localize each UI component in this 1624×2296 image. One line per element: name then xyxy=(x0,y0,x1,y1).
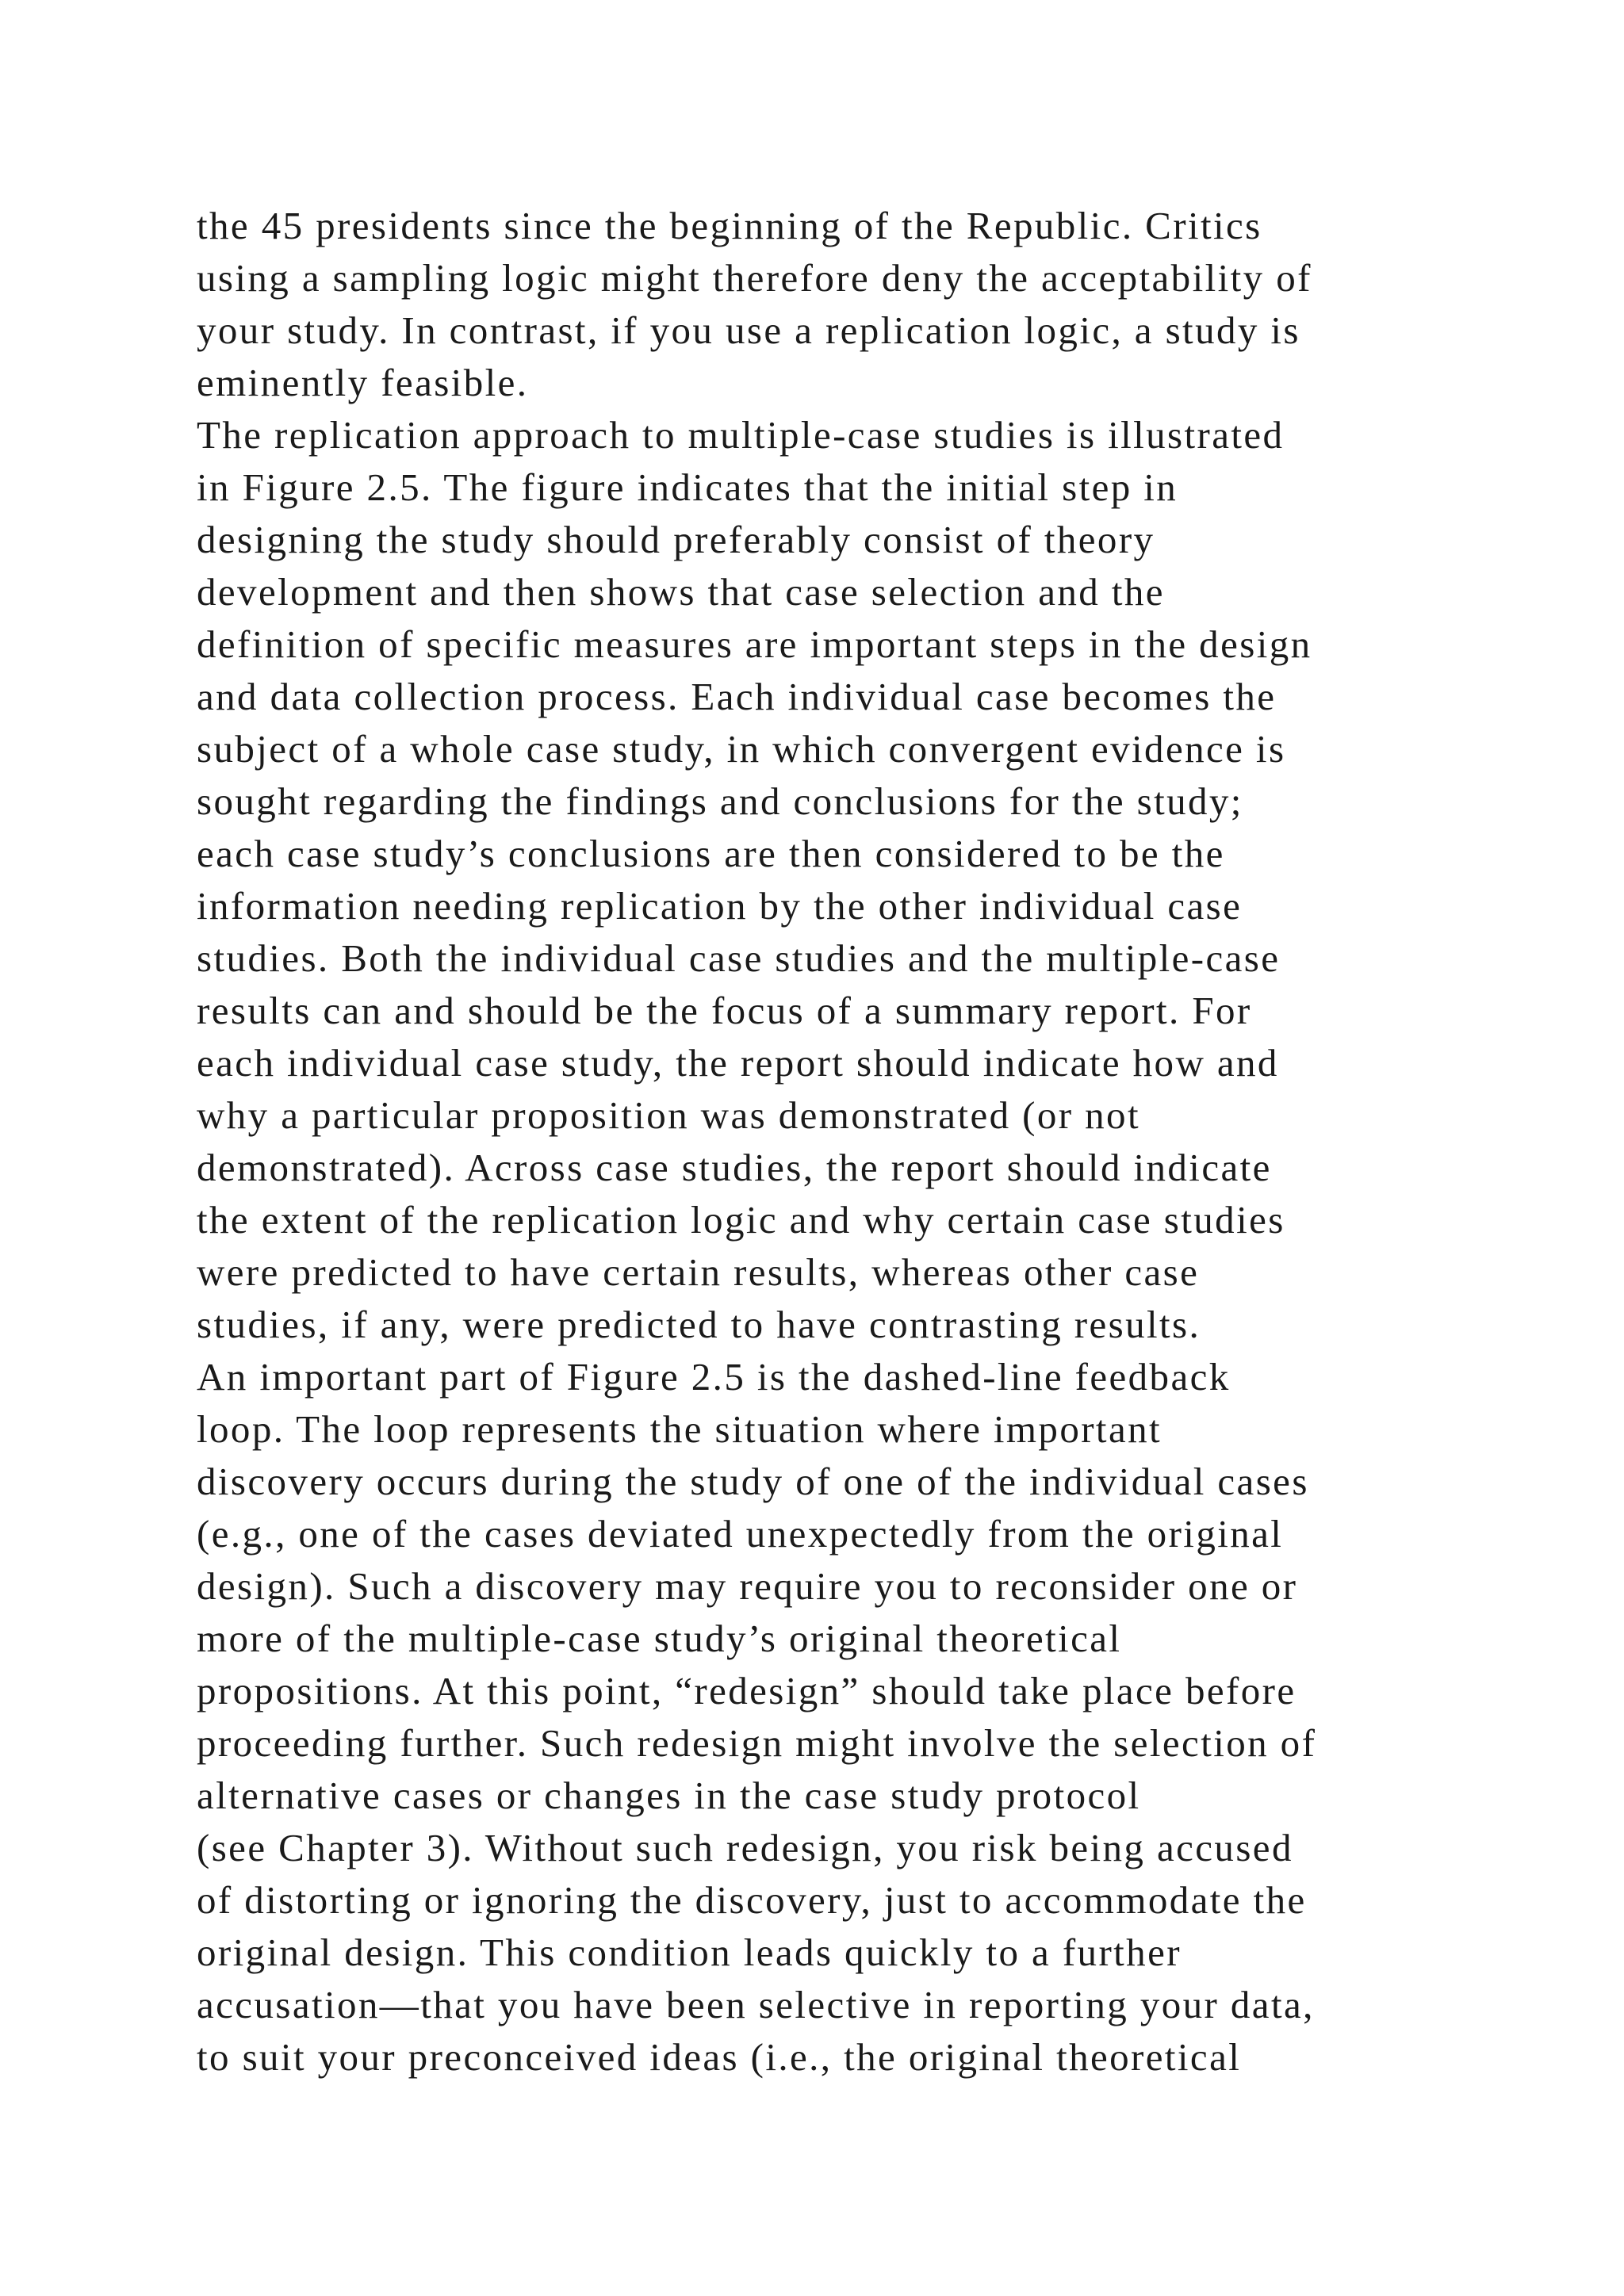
text-line: each case study’s conclusions are then considered to be the xyxy=(197,832,1225,875)
text-line: The replication approach to multiple-case studies is illustrated xyxy=(197,413,1285,457)
text-line: results can and should be the focus of a summary report. For xyxy=(197,989,1252,1032)
text-line: An important part of Figure 2.5 is the dashed-line feedback xyxy=(197,1355,1231,1399)
text-line: sought regarding the findings and conclusions for the study; xyxy=(197,779,1243,823)
body-text xyxy=(197,200,1608,2084)
text-line: definition of specific measures are important steps in the design xyxy=(197,622,1312,666)
text-line: each individual case study, the report should indicate how and xyxy=(197,1041,1279,1085)
text-line: design). Such a discovery may require you to reconsider one or xyxy=(197,1564,1298,1608)
text-line: (e.g., one of the cases deviated unexpectedly from the original xyxy=(197,1512,1284,1556)
text-line: loop. The loop represents the situation where important xyxy=(197,1407,1162,1451)
text-line: were predicted to have certain results, whereas other case xyxy=(197,1250,1200,1294)
text-line: of distorting or ignoring the discovery, just to accommodate the xyxy=(197,1878,1307,1922)
text-line: alternative cases or changes in the case study protocol xyxy=(197,1774,1141,1817)
text-line: the extent of the replication logic and why certain case studies xyxy=(197,1198,1285,1242)
text-line: and data collection process. Each individual case becomes the xyxy=(197,675,1277,718)
text-line: in Figure 2.5. The figure indicates that the initial step in xyxy=(197,465,1178,509)
text-line: original design. This condition leads quickly to a further xyxy=(197,1931,1182,1974)
text-line: to suit your preconceived ideas (i.e., the original theoretical xyxy=(197,2035,1242,2079)
text-line: information needing replication by the other individual case xyxy=(197,884,1243,928)
text-line: designing the study should preferably consist of theory xyxy=(197,518,1155,561)
text-line: using a sampling logic might therefore deny the acceptability of xyxy=(197,256,1312,300)
text-line: proceeding further. Such redesign might involve the selection of xyxy=(197,1721,1317,1765)
text-line: more of the multiple-case study’s original theoretical xyxy=(197,1617,1122,1660)
text-line: studies, if any, were predicted to have contrasting results. xyxy=(197,1303,1201,1346)
text-line: propositions. At this point, “redesign” should take place before xyxy=(197,1669,1297,1712)
text-line: the 45 presidents since the beginning of the Republic. Critics xyxy=(197,204,1262,247)
text-line: studies. Both the individual case studies and the multiple-case xyxy=(197,936,1281,980)
text-line: your study. In contrast, if you use a replication logic, a study is xyxy=(197,308,1300,352)
text-line: development and then shows that case selection and the xyxy=(197,570,1165,614)
text-line: eminently feasible. xyxy=(197,361,529,404)
text-line: discovery occurs during the study of one of the individual cases xyxy=(197,1460,1309,1503)
text-line: demonstrated). Across case studies, the report should indicate xyxy=(197,1146,1272,1189)
text-line: accusation—that you have been selective in reporting your data, xyxy=(197,1983,1315,2026)
text-line: subject of a whole case study, in which convergent evidence is xyxy=(197,727,1286,771)
text-line: (see Chapter 3). Without such redesign, you risk being accused xyxy=(197,1826,1293,1869)
text-line: why a particular proposition was demonstrated (or not xyxy=(197,1093,1140,1137)
